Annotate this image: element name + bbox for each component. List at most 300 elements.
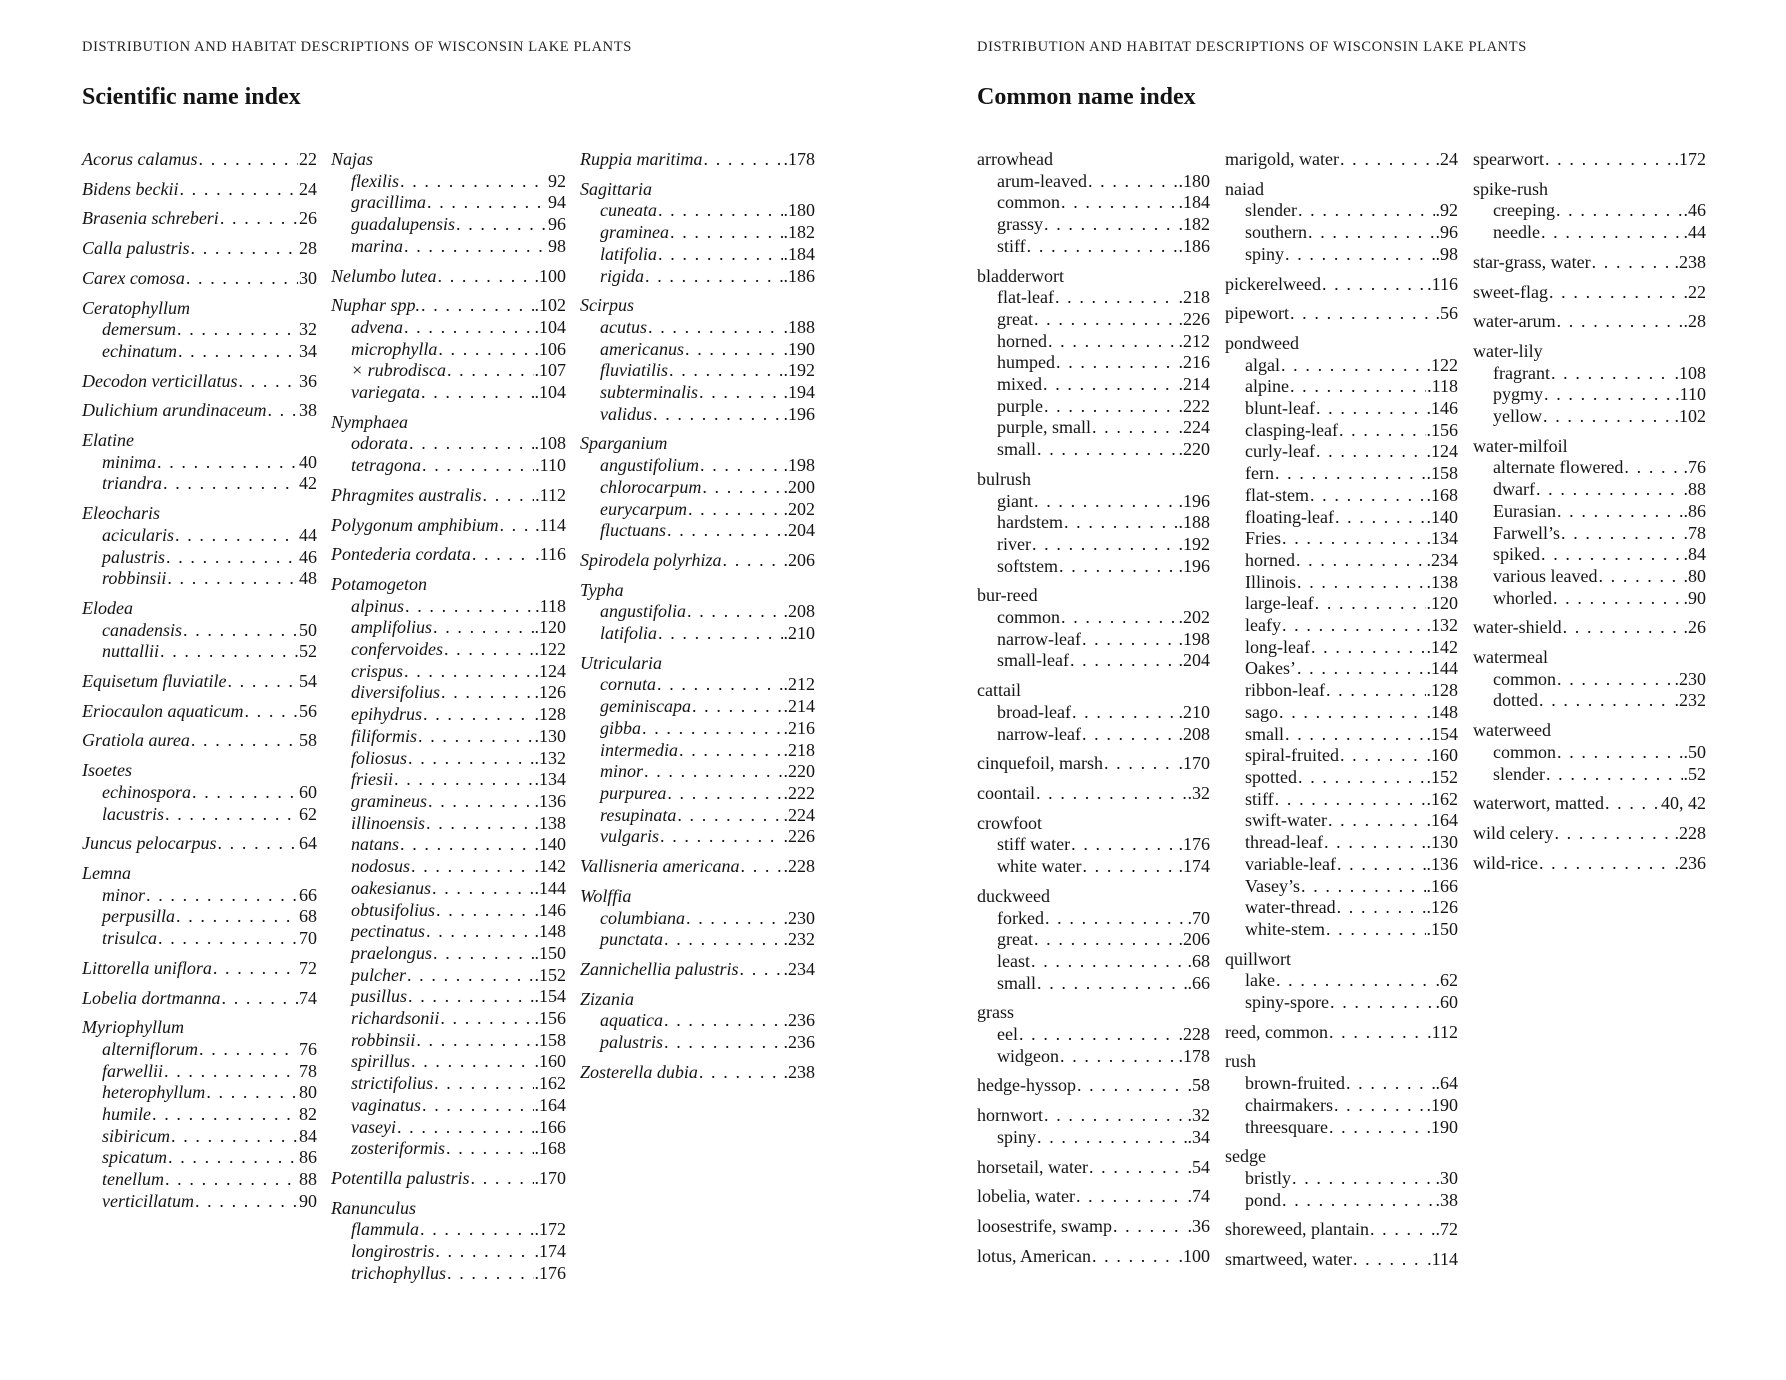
- page-number: .132: [1426, 615, 1458, 636]
- index-subentry: [1225, 222, 1458, 244]
- entry-term: canadensis: [102, 619, 182, 640]
- entry-term: water-thread: [1245, 897, 1336, 918]
- dot-leader: [1297, 572, 1425, 594]
- entry-term: eurycarpum: [600, 498, 687, 519]
- entry-term: pulcher: [351, 964, 406, 985]
- entry-term: purple, small: [997, 417, 1091, 438]
- page-number: .172: [1674, 149, 1706, 169]
- page-number: .164: [1426, 810, 1458, 831]
- entry-term: zosteriformis: [351, 1138, 446, 1159]
- index-subentry: [1225, 1168, 1458, 1190]
- index-subentry: [1225, 1117, 1458, 1139]
- index-subentry: [82, 473, 317, 495]
- page-number: .120: [534, 617, 566, 638]
- dot-leader: [1044, 396, 1178, 418]
- dot-leader: [1279, 702, 1426, 724]
- dot-leader: [433, 617, 533, 639]
- index-subentry: [331, 813, 566, 835]
- index-subentry: [1225, 992, 1458, 1014]
- entry-term: Illinois: [1245, 571, 1297, 592]
- page-number: .102: [534, 295, 566, 316]
- index-entry-line: [1225, 274, 1458, 296]
- page-number: 98: [548, 235, 566, 256]
- index-subentry: [1225, 244, 1458, 266]
- index-subentry: [580, 520, 815, 542]
- entry-term: slender: [1245, 200, 1297, 221]
- page-number: .46: [1683, 200, 1706, 221]
- index-column-1: [82, 149, 317, 1221]
- entry-term: ribbon-leaf: [1245, 680, 1325, 701]
- entry-term: purpurea: [600, 782, 667, 803]
- index-entry: [977, 783, 1210, 805]
- index-subentry: [1225, 572, 1458, 594]
- entry-term: southern: [1245, 222, 1307, 243]
- dot-leader: [427, 192, 547, 214]
- entry-term: obtusifolius: [351, 899, 436, 920]
- entry-term: slender: [1493, 763, 1545, 784]
- dot-leader: [1044, 1105, 1187, 1127]
- dot-leader: [195, 1191, 298, 1213]
- entry-term: wild celery: [1473, 822, 1554, 843]
- page-number: .112: [1427, 1021, 1458, 1042]
- dot-leader: [664, 929, 783, 951]
- page-number: 22: [299, 149, 317, 169]
- dot-leader: [1330, 992, 1435, 1014]
- page-number: 38: [299, 400, 317, 421]
- page-number: .104: [534, 382, 566, 403]
- page-number: 42: [299, 473, 317, 494]
- index-subentry: [331, 214, 566, 236]
- entry-term: small: [1245, 723, 1284, 744]
- page-number: .180: [1178, 170, 1210, 191]
- entry-term: angustifolium: [600, 455, 700, 476]
- index-entry: [977, 1075, 1210, 1097]
- index-entry: [1225, 179, 1458, 266]
- dot-leader: [1082, 724, 1178, 746]
- index-entry: [977, 1246, 1210, 1268]
- index-entry: [82, 179, 317, 201]
- dot-leader: [1043, 374, 1178, 396]
- index-subentry: [977, 724, 1210, 746]
- index-subentry: [580, 499, 815, 521]
- page-number: .164: [534, 1094, 566, 1115]
- entry-term: pond: [1245, 1189, 1281, 1210]
- index-subentry: [82, 1126, 317, 1148]
- dot-leader: [1316, 441, 1426, 463]
- index-entry: [1225, 1219, 1458, 1241]
- page-number: 32: [299, 319, 317, 340]
- dot-leader: [1557, 311, 1683, 333]
- page-number: .176: [534, 1262, 566, 1283]
- dot-leader: [441, 682, 534, 704]
- page-number: .110: [1675, 384, 1706, 405]
- index-entry-line: [1473, 823, 1706, 845]
- index-subentry: [580, 740, 815, 762]
- entry-term: white water: [997, 856, 1082, 877]
- entry-term: foliosus: [351, 747, 408, 768]
- entry-term: flat-stem: [1245, 484, 1309, 505]
- entry-term: Phragmites australis: [331, 484, 482, 505]
- page-number: .174: [534, 1241, 566, 1262]
- index-subentry: [331, 339, 566, 361]
- page-number: 60: [299, 781, 317, 802]
- page-number: .188: [1178, 512, 1210, 533]
- entry-term: odorata: [351, 433, 409, 454]
- entry-term: flammula: [351, 1219, 420, 1240]
- index-subentry: [1225, 680, 1458, 702]
- entry-term: angustifolia: [600, 601, 687, 622]
- page-number: .208: [1178, 723, 1210, 744]
- index-subentry: [1225, 897, 1458, 919]
- entry-term: bristly: [1245, 1167, 1292, 1188]
- dot-leader: [433, 943, 534, 965]
- page-number: 30: [299, 267, 317, 288]
- index-entry: [331, 149, 566, 258]
- page-number: .210: [783, 623, 815, 644]
- index-entry: [1473, 823, 1706, 845]
- index-subentry: [580, 783, 815, 805]
- index-subentry: [1225, 485, 1458, 507]
- entry-term: grassy: [997, 214, 1043, 235]
- page-number: .54: [1187, 1156, 1210, 1177]
- index-subentry: [82, 928, 317, 950]
- page-number: .130: [1426, 832, 1458, 853]
- entry-term: long-leaf: [1245, 636, 1310, 657]
- entry-term: epihydrus: [351, 704, 422, 725]
- index-subentry: [331, 1263, 566, 1285]
- page-number: 46: [299, 546, 317, 567]
- entry-term: Nelumbo lutea: [331, 265, 437, 286]
- page-number: .236: [1674, 852, 1706, 873]
- index-subentry: [977, 352, 1210, 374]
- dot-leader: [168, 1147, 298, 1169]
- index-entry: [580, 149, 815, 171]
- index-subentry: [580, 404, 815, 426]
- index-subentry: [1473, 523, 1706, 545]
- dot-leader: [426, 921, 534, 943]
- page-number: .76: [1683, 457, 1706, 478]
- dot-leader: [408, 748, 533, 770]
- entry-term: shoreweed, plantain: [1225, 1219, 1369, 1240]
- dot-leader: [1554, 823, 1673, 845]
- index-subentry: [977, 650, 1210, 672]
- index-subentry: [1225, 1073, 1458, 1095]
- page-number: .148: [534, 921, 566, 942]
- entry-term: hedge-hyssop: [977, 1075, 1076, 1096]
- page-number: .198: [783, 455, 815, 476]
- entry-term: waterwort, matted: [1473, 793, 1604, 814]
- entry-term: creeping: [1493, 200, 1555, 221]
- entry-term: stiff: [997, 235, 1026, 256]
- entry-term: demersum: [102, 319, 176, 340]
- index-subentry: [580, 244, 815, 266]
- index-subentry: [977, 629, 1210, 651]
- entry-term: Dulichium arundinaceum: [82, 400, 267, 421]
- index-entry-line: [82, 833, 317, 855]
- entry-term: latifolia: [600, 243, 658, 264]
- index-entry: [82, 863, 317, 950]
- dot-leader: [158, 928, 298, 950]
- entry-term: dwarf: [1493, 479, 1535, 500]
- entry-term: pygmy: [1493, 384, 1544, 405]
- page-number: .60: [1435, 992, 1458, 1013]
- entry-heading: bur-reed: [977, 585, 1038, 606]
- index-entry: [82, 208, 317, 230]
- entry-heading: sedge: [1225, 1146, 1266, 1167]
- index-subentry: [1225, 810, 1458, 832]
- index-subentry: [1225, 658, 1458, 680]
- page-number: .28: [1683, 311, 1706, 332]
- dot-leader: [1561, 523, 1683, 545]
- dot-leader: [702, 477, 782, 499]
- index-entry: [1225, 303, 1458, 325]
- index-subentry: [331, 1030, 566, 1052]
- entry-heading: Zizania: [580, 988, 635, 1009]
- index-entry: [82, 503, 317, 590]
- entry-term: crispus: [351, 660, 404, 681]
- index-entry-line: [580, 959, 815, 981]
- dot-leader: [471, 1168, 534, 1190]
- index-entry: [82, 760, 317, 825]
- index-entry: [1473, 179, 1706, 244]
- entry-term: horned: [997, 330, 1047, 351]
- dot-leader: [423, 704, 534, 726]
- entry-term: cinquefoil, marsh: [977, 753, 1103, 774]
- dot-leader: [411, 1051, 533, 1073]
- index-entry: [977, 266, 1210, 461]
- index-subentry: [1225, 441, 1458, 463]
- index-subentry: [1225, 876, 1458, 898]
- index-subentry: [331, 986, 566, 1008]
- entry-heading: rush: [1225, 1051, 1256, 1072]
- entry-term: alpinus: [351, 595, 405, 616]
- dot-leader: [699, 1062, 783, 1084]
- page-number: .234: [783, 958, 815, 979]
- index-entry-line: [580, 856, 815, 878]
- index-subentry: [580, 222, 815, 244]
- page-number: 84: [299, 1125, 317, 1146]
- dot-leader: [1335, 507, 1426, 529]
- dot-leader: [422, 455, 534, 477]
- index-entry-line: [580, 550, 815, 572]
- index-subentry: [331, 433, 566, 455]
- entry-term: vaginatus: [351, 1094, 421, 1115]
- entry-term: lacustris: [102, 803, 165, 824]
- entry-heading: water-lily: [1473, 340, 1543, 361]
- dot-leader: [1092, 417, 1178, 439]
- dot-leader: [163, 473, 298, 495]
- entry-term: water-arum: [1473, 311, 1556, 332]
- dot-leader: [1275, 789, 1426, 811]
- index-subentry: [1225, 919, 1458, 941]
- dot-leader: [1037, 1127, 1186, 1149]
- entry-term: Acorus calamus: [82, 149, 198, 169]
- index-subentry: [977, 1127, 1210, 1149]
- dot-leader: [667, 520, 783, 542]
- entry-term: yellow: [1493, 406, 1542, 427]
- page-number: 54: [299, 671, 317, 692]
- page-number: .102: [1674, 406, 1706, 427]
- page-number: .184: [783, 243, 815, 264]
- page-number: .216: [783, 717, 815, 738]
- index-entry-line: [580, 1062, 815, 1084]
- index-subentry: [580, 266, 815, 288]
- index-subentry: [580, 718, 815, 740]
- entry-term: fern: [1245, 463, 1274, 484]
- dot-leader: [1034, 309, 1178, 331]
- entry-term: Juncus pelocarpus: [82, 833, 217, 854]
- page-number: .134: [534, 769, 566, 790]
- index-subentry: [580, 826, 815, 848]
- entry-term: mixed: [997, 374, 1042, 395]
- entry-term: broad-leaf: [997, 701, 1071, 722]
- entry-heading: Elodea: [82, 597, 133, 618]
- dot-leader: [1088, 171, 1178, 193]
- index-entry: [1225, 333, 1458, 941]
- entry-term: cuneata: [600, 200, 657, 221]
- entry-heading: Myriophyllum: [82, 1017, 184, 1038]
- page-number: .224: [783, 804, 815, 825]
- page-number: .114: [535, 514, 566, 535]
- entry-term: alterniflorum: [102, 1038, 199, 1059]
- page-number: .50: [1683, 741, 1706, 762]
- index-entry-line: [1473, 617, 1706, 639]
- entry-term: geminiscapa: [600, 696, 691, 717]
- entry-heading: pondweed: [1225, 332, 1299, 353]
- page-title: Scientific name index: [82, 84, 301, 110]
- page-number: .100: [1178, 1245, 1210, 1266]
- page-number: 24: [299, 178, 317, 199]
- page-number: .114: [1427, 1249, 1458, 1270]
- page-number: .140: [1426, 506, 1458, 527]
- index-subentry: [580, 339, 815, 361]
- index-subentry: [331, 834, 566, 856]
- entry-term: Carex comosa: [82, 267, 185, 288]
- entry-term: microphylla: [351, 338, 438, 359]
- index-subentry: [1225, 745, 1458, 767]
- page-number: .214: [1178, 374, 1210, 395]
- page-number: .90: [1683, 587, 1706, 608]
- dot-leader: [222, 988, 298, 1010]
- page-number: .212: [783, 674, 815, 695]
- page-number: .118: [1427, 376, 1458, 397]
- page-number: .104: [534, 316, 566, 337]
- dot-leader: [160, 641, 298, 663]
- index-entry-line: [977, 1105, 1210, 1127]
- entry-heading: watermeal: [1473, 647, 1548, 668]
- dot-leader: [456, 214, 547, 236]
- dot-leader: [664, 1010, 783, 1032]
- index-subentry: [1473, 742, 1706, 764]
- entry-term: vulgaris: [600, 826, 660, 847]
- page-number: 40: [299, 451, 317, 472]
- index-entry-line: [82, 238, 317, 260]
- dot-leader: [740, 959, 783, 981]
- entry-term: Nuphar spp.: [331, 295, 421, 316]
- entry-term: spiny: [1245, 243, 1285, 264]
- dot-leader: [1032, 534, 1178, 556]
- dot-leader: [164, 1061, 298, 1083]
- page-number: .128: [534, 704, 566, 725]
- index-entry: [580, 580, 815, 645]
- page-number: .150: [534, 942, 566, 963]
- page-number: 76: [299, 1038, 317, 1059]
- index-subentry: [1225, 550, 1458, 572]
- entry-term: Gratiola aurea: [82, 730, 190, 751]
- index-subentry: [977, 834, 1210, 856]
- dot-leader: [1061, 607, 1178, 629]
- index-subentry: [331, 965, 566, 987]
- entry-term: hardstem: [997, 512, 1063, 533]
- dot-leader: [1290, 376, 1426, 398]
- index-subentry: [580, 200, 815, 222]
- entry-heading: naiad: [1225, 178, 1264, 199]
- entry-term: softstem: [997, 555, 1058, 576]
- dot-leader: [653, 404, 783, 426]
- entry-term: rigida: [600, 265, 645, 286]
- entry-term: alternate flowered: [1493, 457, 1624, 478]
- dot-leader: [435, 1241, 533, 1263]
- dot-leader: [1308, 222, 1435, 244]
- page-number: .142: [534, 856, 566, 877]
- dot-leader: [1539, 853, 1674, 875]
- page-number: .70: [1187, 907, 1210, 928]
- dot-leader: [1329, 1022, 1426, 1044]
- entry-term: variegata: [351, 382, 420, 403]
- dot-leader: [1329, 1117, 1426, 1139]
- index-subentry: [977, 374, 1210, 396]
- index-subentry: [331, 878, 566, 900]
- index-subentry: [1225, 832, 1458, 854]
- page-number: .34: [1187, 1126, 1210, 1147]
- index-entry: [977, 1216, 1210, 1238]
- entry-term: pectinatus: [351, 921, 425, 942]
- dot-leader: [1549, 282, 1683, 304]
- page-number: .202: [1178, 607, 1210, 628]
- page-number: 82: [299, 1104, 317, 1125]
- index-entry: [1473, 793, 1706, 815]
- index-subentry: [1225, 1095, 1458, 1117]
- entry-heading: Typha: [580, 579, 624, 600]
- dot-leader: [1334, 1095, 1426, 1117]
- page-number: .186: [783, 265, 815, 286]
- index-column-3: [580, 149, 815, 1091]
- entry-heading: Ceratophyllum: [82, 297, 190, 318]
- dot-leader: [644, 761, 782, 783]
- page-number: .238: [783, 1061, 815, 1082]
- index-entry-line: [82, 268, 317, 290]
- entry-heading: Nymphaea: [331, 411, 408, 432]
- page-number: 86: [299, 1147, 317, 1168]
- index-subentry: [977, 556, 1210, 578]
- entry-term: Eurasian: [1493, 500, 1556, 521]
- dot-leader: [704, 149, 783, 171]
- page-number: .144: [1426, 658, 1458, 679]
- index-subentry: [331, 1241, 566, 1263]
- dot-leader: [1296, 550, 1426, 572]
- index-entry-line: [1473, 853, 1706, 875]
- dot-leader: [1324, 832, 1426, 854]
- index-subentry: [331, 856, 566, 878]
- dot-leader: [1339, 420, 1426, 442]
- index-subentry: [82, 568, 317, 590]
- entry-heading: duckweed: [977, 885, 1050, 906]
- index-entry-line: [1225, 149, 1458, 171]
- index-entry: [331, 266, 566, 288]
- page-number: .52: [1683, 763, 1706, 784]
- entry-heading: Scirpus: [580, 295, 634, 316]
- index-subentry: [580, 360, 815, 382]
